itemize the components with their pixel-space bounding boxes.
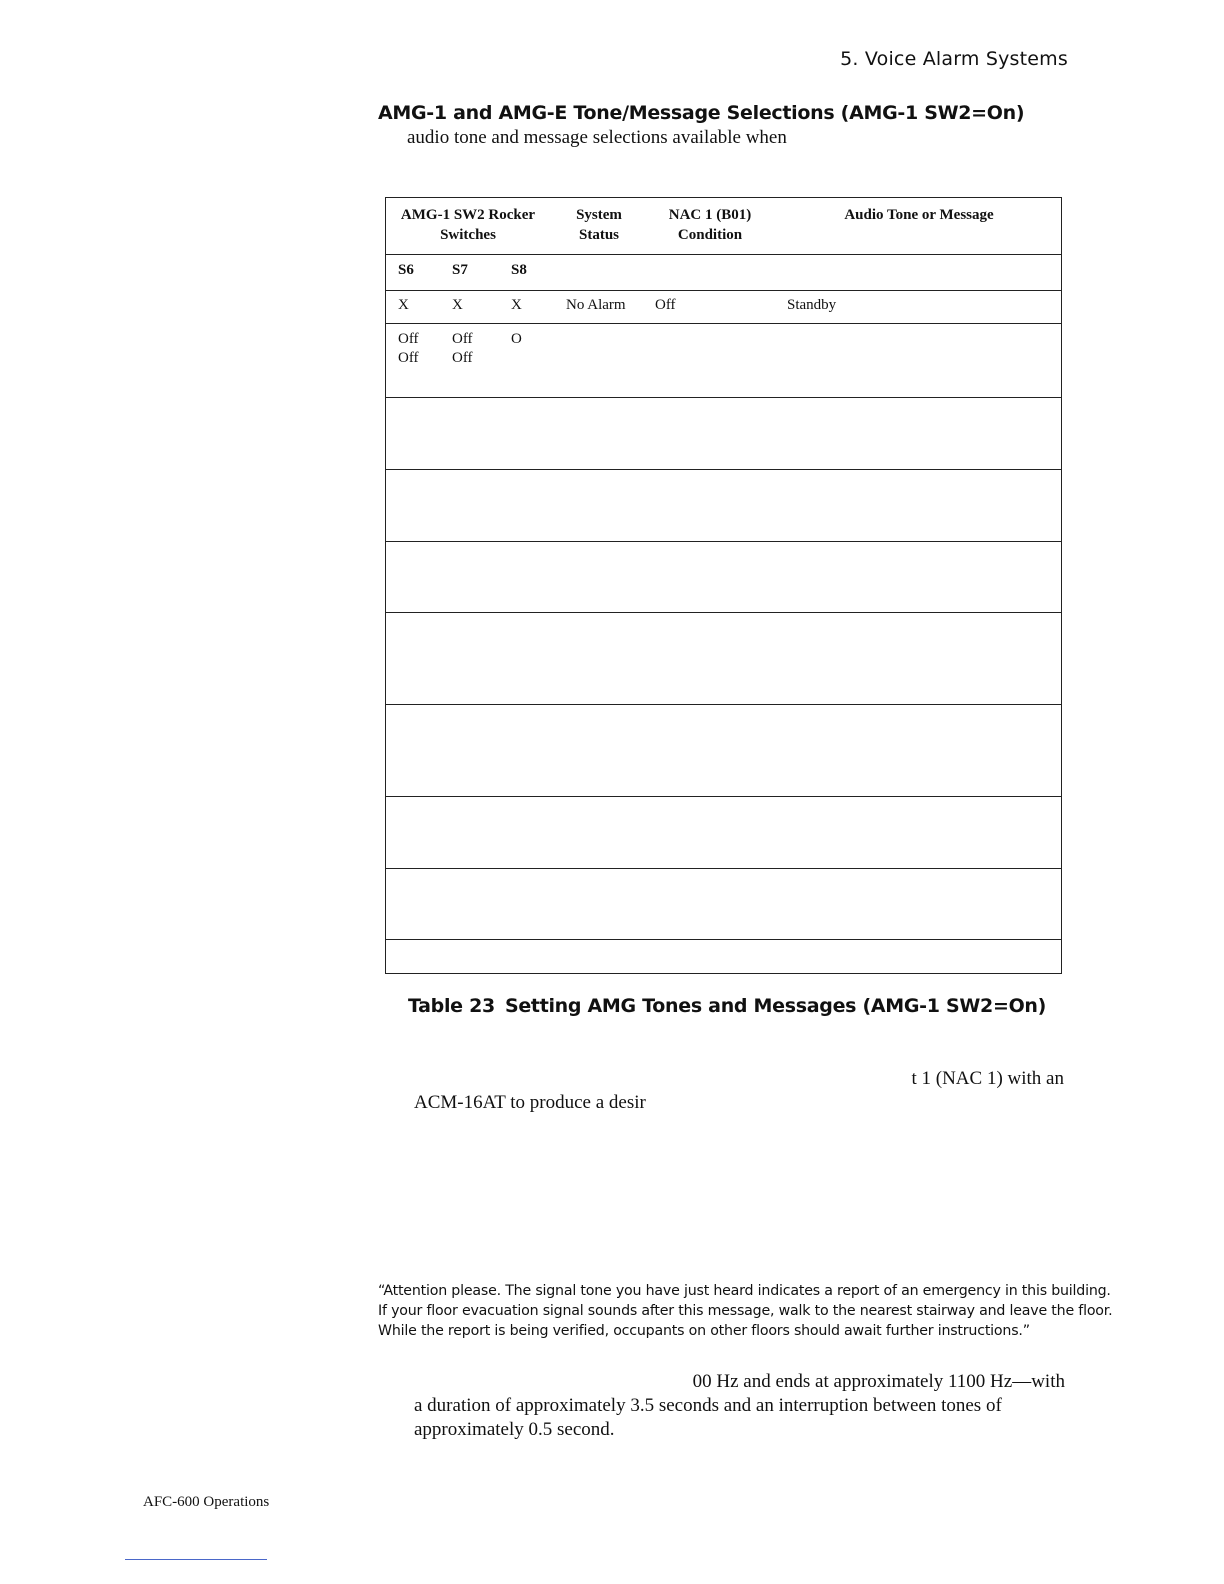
- row-divider: [386, 254, 1061, 255]
- row1-audio: Standby: [787, 297, 837, 313]
- row-divider: [386, 397, 1061, 398]
- message-quote: [378, 1281, 1113, 1341]
- row-divider: [386, 541, 1061, 542]
- row2-s8: O: [511, 331, 522, 347]
- row-divider: [386, 939, 1061, 940]
- table-number: Table 23: [407, 995, 495, 1017]
- table-title: Setting AMG Tones and Messages (AMG-1 SW2=On): [504, 995, 1047, 1017]
- body-paragraph-2-line-2: a duration of approximately 3.5 seconds and an interruption between tones of: [414, 1395, 1002, 1416]
- body-paragraph-1-line-2: ACM-16AT to produce a desir: [414, 1092, 646, 1113]
- row-divider: [386, 796, 1061, 797]
- switch-label-s7: S7: [452, 262, 468, 278]
- row-divider: [386, 612, 1061, 613]
- row1-system-status: No Alarm: [566, 297, 626, 313]
- table-caption: [0, 995, 1224, 1017]
- running-head: 5. Voice Alarm Systems: [840, 48, 1068, 70]
- header-audio-tone: Audio Tone or Message: [844, 207, 994, 223]
- section-heading: AMG-1 and AMG-E Tone/Message Selections (AMG-1 SW2=On): [378, 102, 1025, 124]
- header-nac-condition: NAC 1 (B01) Condition: [668, 207, 752, 243]
- quote-line: While the report is being verified, occupants on other floors should await further instructions.”: [378, 1323, 1030, 1339]
- row2-s6: Off Off: [398, 331, 419, 366]
- row1-nac-condition: Off: [655, 297, 676, 313]
- switch-label-s6: S6: [398, 262, 414, 278]
- page-footer: AFC-600 Operations: [143, 1494, 270, 1510]
- quote-line: If your floor evacuation signal sounds after this message, walk to the nearest stairway and leave the floor.: [378, 1303, 1113, 1319]
- row1-s8: X: [511, 297, 522, 313]
- body-paragraph-1-line-1: t 1 (NAC 1) with an: [911, 1068, 1064, 1089]
- footer-link-rule: [125, 1559, 267, 1560]
- row-divider: [386, 290, 1061, 291]
- row-divider: [386, 868, 1061, 869]
- tone-message-table: [385, 197, 1062, 974]
- row-divider: [386, 469, 1061, 470]
- row1-s6: X: [398, 297, 409, 313]
- switch-label-s8: S8: [511, 262, 527, 278]
- row-divider: [386, 323, 1061, 324]
- row-divider: [386, 704, 1061, 705]
- row1-s7: X: [452, 297, 463, 313]
- body-paragraph-2-line-1: 00 Hz and ends at approximately 1100 Hz—with: [692, 1371, 1065, 1392]
- header-system-status: System Status: [576, 207, 622, 243]
- header-rocker-switches: AMG-1 SW2 Rocker Switches: [400, 207, 536, 243]
- row2-s7: Off Off: [452, 331, 473, 366]
- body-paragraph-2-line-3: approximately 0.5 second.: [414, 1419, 615, 1440]
- intro-text: audio tone and message selections available when: [407, 127, 787, 148]
- quote-line: “Attention please. The signal tone you have just heard indicates a report of an emergency in this building.: [378, 1283, 1111, 1299]
